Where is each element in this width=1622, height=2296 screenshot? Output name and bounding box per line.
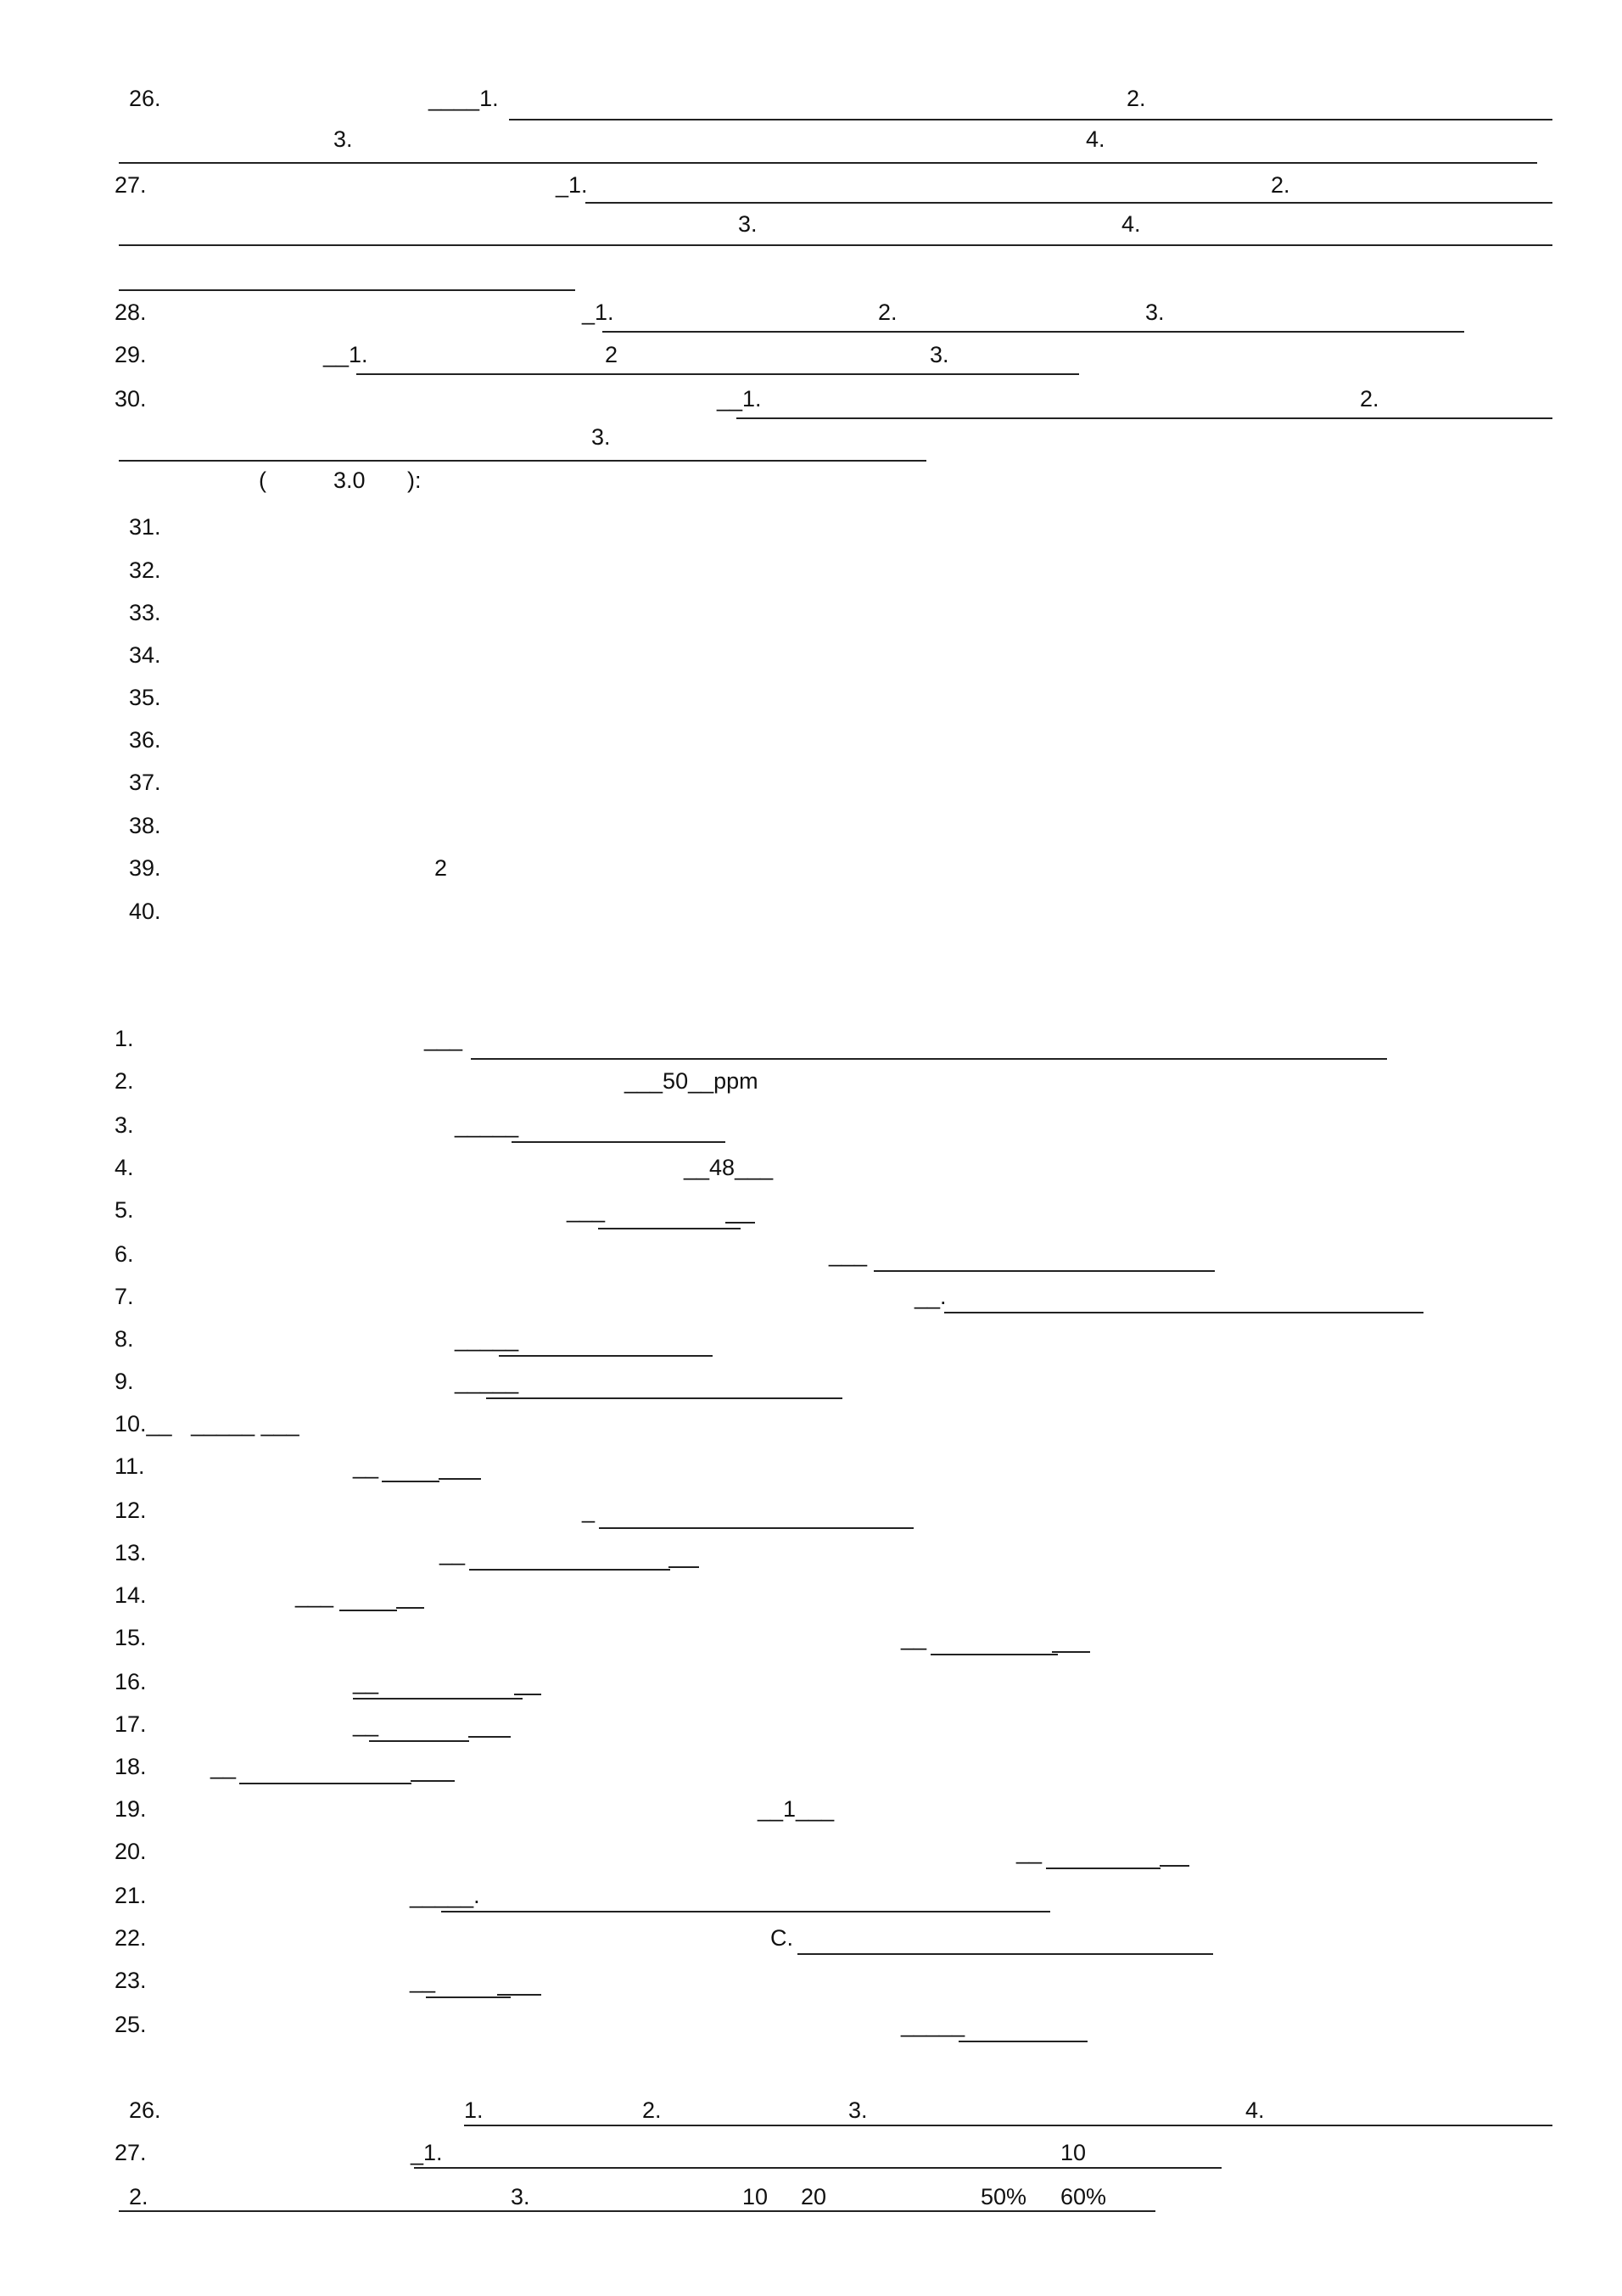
answer-line	[959, 2041, 1088, 2042]
list-item-number: 32.	[129, 557, 161, 583]
answer-number: 25.	[115, 2012, 147, 2037]
answer-line	[668, 1566, 699, 1568]
answer-number: 5.	[115, 1197, 134, 1223]
blank-marker: 3.	[1145, 300, 1165, 325]
item-number: 27.	[115, 172, 147, 198]
answer-number: 16.	[115, 1669, 147, 1694]
answer-line	[499, 1355, 713, 1357]
blank-prefix: __1.	[323, 342, 368, 367]
answer-line	[468, 1736, 511, 1738]
blank-prefix: __1.	[717, 386, 762, 412]
list-item-number: 37.	[129, 770, 161, 795]
answer-number: 26.	[129, 2097, 161, 2123]
answer-blank: 10.__ _____ ___	[115, 1411, 299, 1436]
answer-blank: __	[210, 1754, 237, 1779]
answer-line	[339, 1610, 397, 1611]
answer-line	[736, 417, 1552, 419]
blank-marker: 2.	[1271, 172, 1290, 198]
answer-number: 8.	[115, 1326, 134, 1352]
answer-line	[797, 1953, 1213, 1955]
answer-blank: __	[353, 1711, 379, 1737]
answer-blank: _____	[455, 1326, 519, 1352]
blank-prefix: _1.	[582, 300, 614, 325]
item-number: 28.	[115, 300, 147, 325]
answer-blank: __	[1016, 1839, 1043, 1864]
answer-number: 21.	[115, 1883, 147, 1908]
answer-line	[602, 331, 1464, 333]
answer-blank: __	[410, 1968, 436, 1993]
answer-number: 14.	[115, 1582, 147, 1608]
blank-marker: 3.	[591, 424, 611, 450]
answer-line	[585, 202, 1552, 204]
answer-line	[414, 2167, 1222, 2169]
answer-number: 23.	[115, 1968, 147, 1993]
answer-line	[119, 460, 926, 462]
answer-line	[396, 1607, 424, 1609]
answer-number: 12.	[115, 1498, 147, 1523]
blank-marker: 2.	[1127, 86, 1146, 111]
answer-line	[509, 119, 1552, 120]
answer-number: 11.	[115, 1453, 145, 1479]
blank-marker: 3.	[738, 211, 758, 237]
answer-number: 18.	[115, 1754, 147, 1779]
blank-marker: 2.	[1360, 386, 1379, 412]
answer-line	[426, 1996, 511, 1998]
answer-line	[725, 1222, 755, 1224]
answer-text: __48___	[684, 1155, 774, 1180]
item-number: 30.	[115, 386, 147, 412]
answer-line	[119, 244, 1552, 246]
blank-prefix: _1.	[556, 172, 588, 198]
section-paren-open: (	[259, 468, 266, 493]
list-item-number: 38.	[129, 813, 161, 838]
answer-line	[464, 2125, 1552, 2126]
blank-value: 50%	[981, 2184, 1027, 2209]
list-item-number: 39.	[129, 855, 161, 881]
answer-blank: ___	[829, 1241, 868, 1267]
answer-blank: __	[439, 1540, 466, 1565]
blank-marker: 2	[605, 342, 618, 367]
answer-blank: _____.	[410, 1883, 480, 1908]
section-score: 3.0	[333, 468, 366, 493]
answer-line	[874, 1270, 1215, 1272]
answer-number: 9.	[115, 1369, 134, 1394]
answer-blank: __.	[914, 1284, 947, 1309]
answer-number: 2.	[115, 1068, 134, 1094]
list-item-number: 33.	[129, 600, 161, 625]
answer-text: C.	[770, 1925, 793, 1951]
answer-line	[356, 373, 1079, 375]
answer-line	[471, 1058, 1387, 1060]
answer-text: __1___	[758, 1796, 835, 1822]
answer-line	[469, 1569, 670, 1571]
blank-value: 10	[1060, 2140, 1087, 2165]
section-paren-close: ):	[407, 468, 422, 493]
answer-number: 17.	[115, 1711, 147, 1737]
answer-blank: __	[353, 1453, 379, 1479]
blank-marker: 2.	[642, 2097, 662, 2123]
answer-number: 3.	[115, 1112, 134, 1138]
blank-value: 10	[742, 2184, 769, 2209]
blank-marker: 3.	[511, 2184, 530, 2209]
answer-line	[512, 1141, 725, 1143]
list-item-number: 35.	[129, 685, 161, 710]
answer-line	[931, 1654, 1058, 1655]
answer-number: 20.	[115, 1839, 147, 1864]
blank-marker: 1.	[464, 2097, 484, 2123]
answer-line	[1052, 1651, 1090, 1653]
answer-line	[441, 1911, 1050, 1912]
list-item-number: 40.	[129, 899, 161, 924]
answer-line	[1046, 1868, 1161, 1869]
blank-marker: 4.	[1086, 126, 1105, 152]
answer-line	[382, 1481, 439, 1482]
answer-line	[411, 1780, 455, 1782]
item-number: 29.	[115, 342, 147, 367]
item-39-value: 2	[434, 855, 448, 881]
blank-prefix: ____1.	[428, 86, 499, 111]
answer-number: 19.	[115, 1796, 147, 1822]
answer-number: 22.	[115, 1925, 147, 1951]
answer-line	[497, 1994, 541, 1996]
answer-blank: _	[582, 1498, 596, 1523]
answer-blank: __	[901, 1625, 927, 1650]
list-item-number: 31.	[129, 514, 161, 540]
answer-number: 4.	[115, 1155, 134, 1180]
answer-number: 1.	[115, 1026, 134, 1051]
answer-blank: ___	[295, 1582, 334, 1608]
answer-line	[1160, 1865, 1189, 1867]
answer-blank: ___	[424, 1026, 463, 1051]
answer-line	[514, 1694, 541, 1695]
answer-blank: _____	[455, 1112, 519, 1138]
answer-blank: _____	[455, 1369, 519, 1394]
answer-line	[439, 1478, 481, 1480]
answer-number: 6.	[115, 1241, 134, 1267]
blank-marker: 3.	[930, 342, 949, 367]
blank-marker: _1.	[411, 2140, 443, 2165]
answer-line	[598, 1228, 741, 1229]
blank-marker: 4.	[1121, 211, 1141, 237]
answer-number: 13.	[115, 1540, 147, 1565]
blank-value: 20	[801, 2184, 827, 2209]
answer-line	[119, 162, 1537, 164]
answer-line	[486, 1397, 842, 1399]
answer-number: 7.	[115, 1284, 134, 1309]
blank-marker: 4.	[1245, 2097, 1265, 2123]
answer-blank: ___	[567, 1197, 606, 1223]
answer-line	[239, 1783, 411, 1784]
blank-marker: 3.	[333, 126, 353, 152]
answer-number: 27.	[115, 2140, 147, 2165]
answer-line	[944, 1312, 1423, 1313]
answer-line	[119, 289, 575, 291]
item-number: 26.	[129, 86, 161, 111]
blank-value: 60%	[1060, 2184, 1107, 2209]
answer-blank: __	[353, 1669, 379, 1694]
blank-marker: 2.	[878, 300, 898, 325]
answer-line	[369, 1740, 469, 1742]
answer-line	[599, 1527, 914, 1529]
blank-marker: 2.	[129, 2184, 148, 2209]
answer-number: 15.	[115, 1625, 147, 1650]
blank-marker: 3.	[848, 2097, 868, 2123]
answer-line	[353, 1698, 523, 1700]
answer-text: ___50__ppm	[624, 1068, 758, 1094]
list-item-number: 34.	[129, 642, 161, 668]
answer-line	[119, 2210, 1155, 2212]
answer-blank: _____	[901, 2012, 965, 2037]
list-item-number: 36.	[129, 727, 161, 753]
